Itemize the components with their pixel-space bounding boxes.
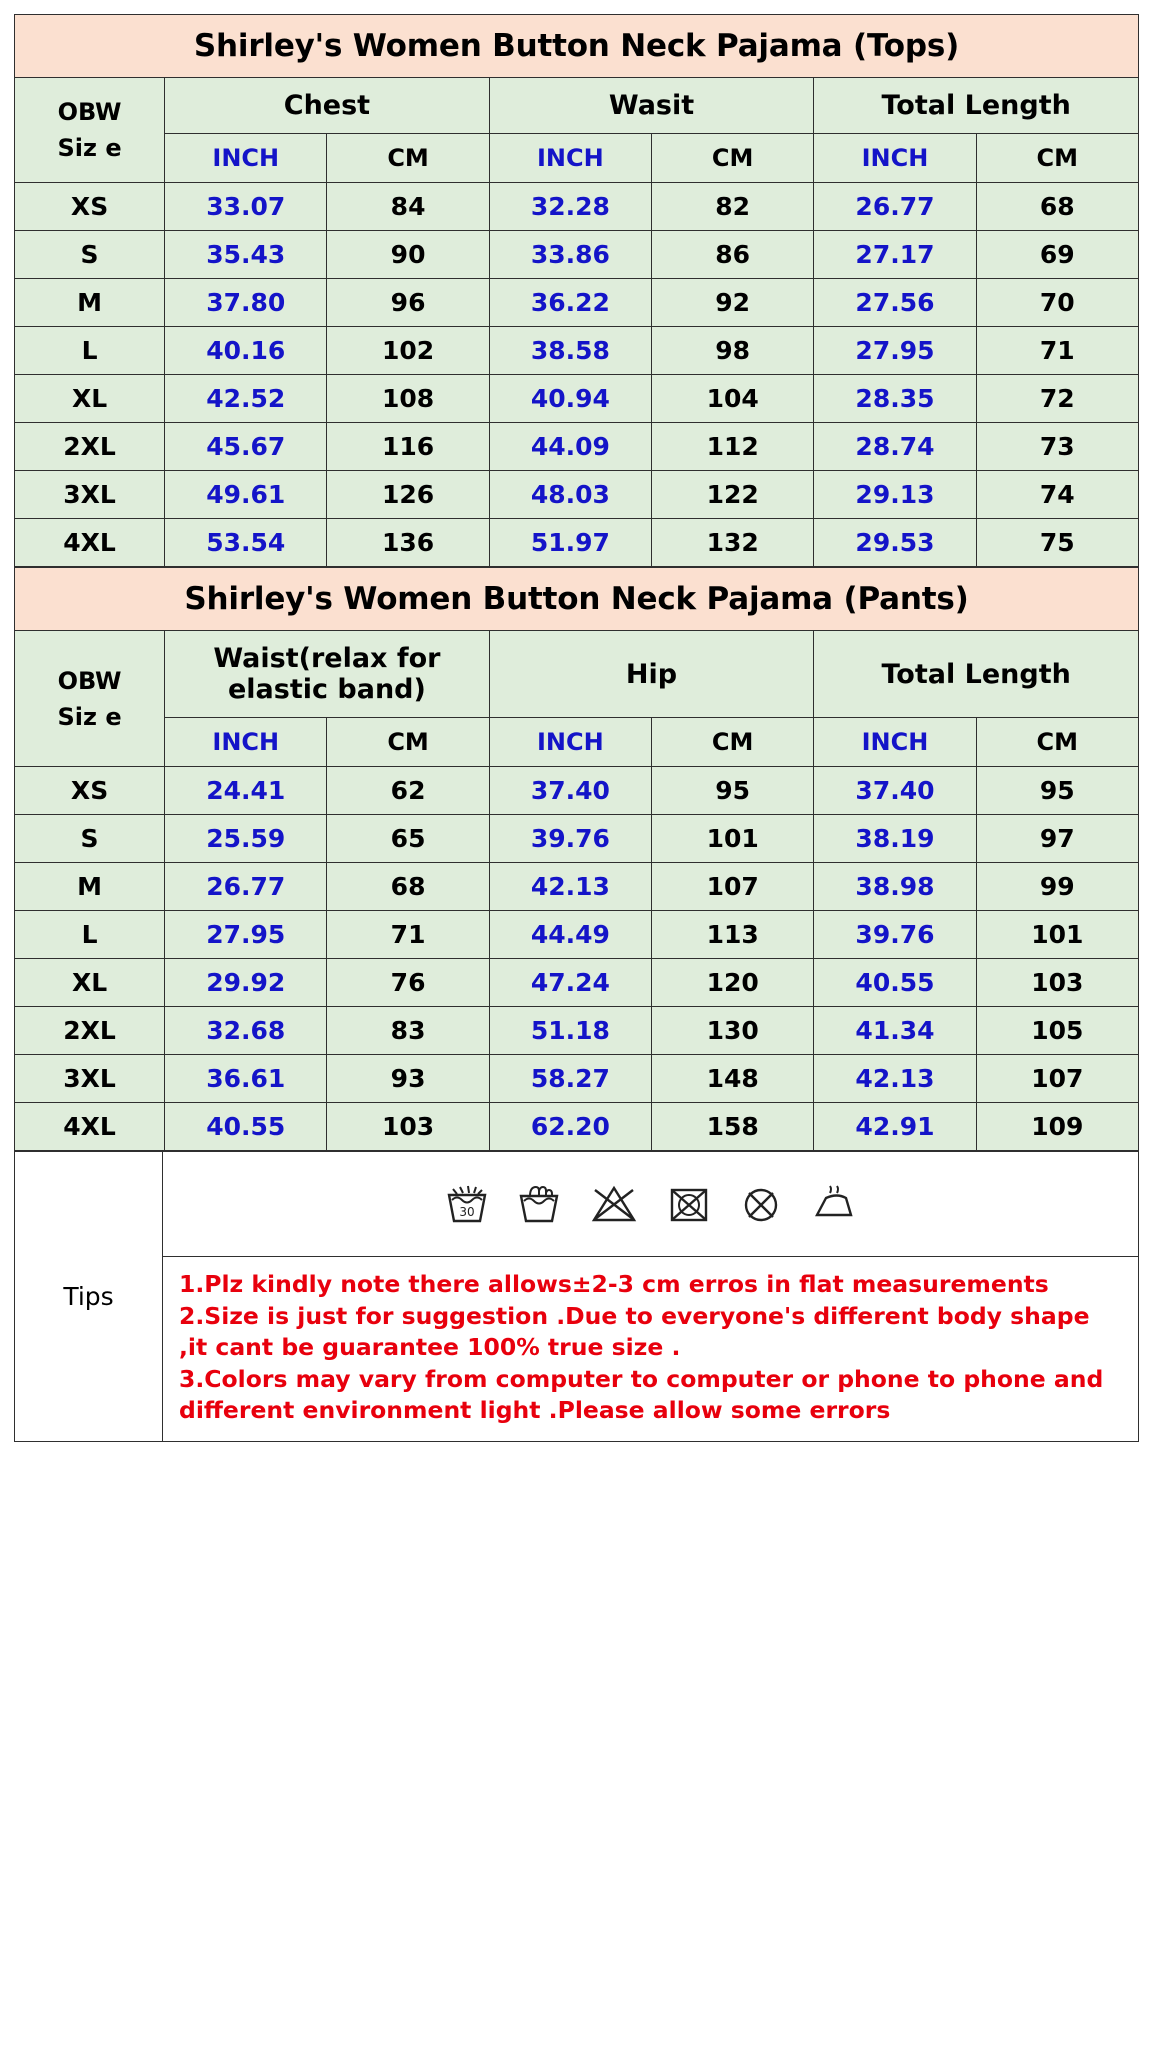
pants-size-3xl: 3XL [15,1055,165,1103]
pants-length-cm-l: 101 [976,911,1138,959]
tops-length-inch-xs: 26.77 [814,183,976,231]
tops-unit-chest-inch: INCH [165,134,327,183]
pants-hip-cm-s: 101 [652,815,814,863]
iron-low-icon [810,1182,858,1226]
tips-text-row [15,1257,1139,1441]
tops-waist-cm-xs: 82 [652,183,814,231]
tips-line-3: 3.Colors may vary from computer to computer or phone to phone and different environment light .Please allow some errors [179,1364,1104,1425]
pants-waist-inch-3xl: 36.61 [165,1055,327,1103]
table-row-title [15,568,1139,631]
tips-line-1: 1.Plz kindly note there allows±2-3 cm erros in flat measurements [179,1270,1049,1299]
pants-hip-inch-xl: 47.24 [489,959,651,1007]
pants-unit-waist-inch: INCH [165,718,327,767]
pants-size-table [14,567,1139,1151]
tops-waist-inch-l: 38.58 [489,327,651,375]
pants-length-cm-3xl: 107 [976,1055,1138,1103]
tops-waist-inch-s: 33.86 [489,231,651,279]
tops-size-xl: XL [15,375,165,423]
tops-length-inch-4xl: 29.53 [814,519,976,567]
table-row [15,863,1139,911]
tops-waist-cm-2xl: 112 [652,423,814,471]
tops-waist-cm-4xl: 132 [652,519,814,567]
pants-waist-cm-xs: 62 [327,767,489,815]
pants-hip-cm-l: 113 [652,911,814,959]
tops-chest-inch-xs: 33.07 [165,183,327,231]
pants-waist-cm-2xl: 83 [327,1007,489,1055]
svg-text:30: 30 [458,1205,475,1220]
tops-waist-cm-l: 98 [652,327,814,375]
tops-length-cm-xl: 72 [976,375,1138,423]
pants-waist-inch-s: 25.59 [165,815,327,863]
pants-length-cm-4xl: 109 [976,1103,1138,1151]
tops-unit-waist-inch: INCH [489,134,651,183]
tops-length-inch-xl: 28.35 [814,375,976,423]
tops-unit-length-inch: INCH [814,134,976,183]
pants-waist-inch-m: 26.77 [165,863,327,911]
tips-text [163,1257,1139,1441]
pants-length-inch-xl: 40.55 [814,959,976,1007]
pants-size-xl: XL [15,959,165,1007]
pants-group-waist: Waist(relax for elastic band) [165,631,490,718]
tops-chest-cm-3xl: 126 [327,471,489,519]
table-row-unit-header [15,718,1139,767]
tops-length-inch-3xl: 29.13 [814,471,976,519]
tops-length-cm-l: 71 [976,327,1138,375]
tops-waist-inch-2xl: 44.09 [489,423,651,471]
table-row [15,1055,1139,1103]
obw-label: OBW [57,98,122,127]
table-row-unit-header [15,134,1139,183]
pants-size-s: S [15,815,165,863]
table-row-group-header [15,631,1139,718]
tops-length-cm-4xl: 75 [976,519,1138,567]
pants-waist-cm-s: 65 [327,815,489,863]
pants-length-inch-4xl: 42.91 [814,1103,976,1151]
pants-length-cm-s: 97 [976,815,1138,863]
pants-size-column-header [15,631,165,767]
pants-hip-cm-4xl: 158 [652,1103,814,1151]
table-row [15,423,1139,471]
tops-waist-inch-xl: 40.94 [489,375,651,423]
tops-unit-chest-cm: CM [327,134,489,183]
pants-group-hip: Hip [489,631,814,718]
tops-group-total-length: Total Length [814,78,1139,134]
tops-size-4xl: 4XL [15,519,165,567]
table-row [15,519,1139,567]
tops-length-cm-xs: 68 [976,183,1138,231]
tops-chest-inch-m: 37.80 [165,279,327,327]
pants-length-inch-xs: 37.40 [814,767,976,815]
tops-size-xs: XS [15,183,165,231]
pants-unit-hip-cm: CM [652,718,814,767]
pants-hip-inch-xs: 37.40 [489,767,651,815]
tops-chest-cm-s: 90 [327,231,489,279]
tops-chest-inch-2xl: 45.67 [165,423,327,471]
tops-waist-inch-xs: 32.28 [489,183,651,231]
table-row [15,815,1139,863]
pants-waist-inch-xl: 29.92 [165,959,327,1007]
pants-length-cm-xl: 103 [976,959,1138,1007]
obw-label: OBW [57,666,122,695]
tops-size-3xl: 3XL [15,471,165,519]
tops-length-inch-l: 27.95 [814,327,976,375]
pants-waist-inch-xs: 24.41 [165,767,327,815]
table-row [15,327,1139,375]
tops-title: Shirley's Women Button Neck Pajama (Tops) [15,15,1139,78]
tops-waist-cm-s: 86 [652,231,814,279]
pants-unit-length-cm: CM [976,718,1138,767]
hand-wash-icon [516,1182,562,1226]
pants-size-4xl: 4XL [15,1103,165,1151]
tops-waist-cm-xl: 104 [652,375,814,423]
tops-waist-cm-m: 92 [652,279,814,327]
tops-waist-cm-3xl: 122 [652,471,814,519]
tops-chest-cm-xs: 84 [327,183,489,231]
do-not-tumble-dry-icon [666,1182,712,1226]
pants-hip-inch-l: 44.49 [489,911,651,959]
pants-length-cm-2xl: 105 [976,1007,1138,1055]
pants-hip-inch-m: 42.13 [489,863,651,911]
pants-size-2xl: 2XL [15,1007,165,1055]
tops-length-inch-m: 27.56 [814,279,976,327]
tips-line-2: 2.Size is just for suggestion .Due to everyone's different body shape ,it cant be guarantee 100% true size . [179,1301,1090,1362]
table-row [15,959,1139,1007]
tops-size-s: S [15,231,165,279]
table-row [15,183,1139,231]
pants-waist-cm-4xl: 103 [327,1103,489,1151]
pants-size-m: M [15,863,165,911]
pants-length-inch-m: 38.98 [814,863,976,911]
pants-hip-cm-m: 107 [652,863,814,911]
pants-waist-inch-l: 27.95 [165,911,327,959]
tops-size-m: M [15,279,165,327]
table-row [15,1007,1139,1055]
table-row [15,279,1139,327]
tips-label: Tips [15,1152,163,1441]
pants-waist-inch-4xl: 40.55 [165,1103,327,1151]
table-row [15,767,1139,815]
pants-title: Shirley's Women Button Neck Pajama (Pants) [15,568,1139,631]
tops-chest-inch-l: 40.16 [165,327,327,375]
tops-waist-inch-m: 36.22 [489,279,651,327]
tops-group-waist: Wasit [489,78,814,134]
pants-size-l: L [15,911,165,959]
table-row [15,911,1139,959]
pants-waist-cm-l: 71 [327,911,489,959]
pants-unit-hip-inch: INCH [489,718,651,767]
pants-length-inch-3xl: 42.13 [814,1055,976,1103]
pants-waist-inch-2xl: 32.68 [165,1007,327,1055]
pants-hip-inch-3xl: 58.27 [489,1055,651,1103]
pants-waist-cm-xl: 76 [327,959,489,1007]
table-row [15,231,1139,279]
pants-length-inch-l: 39.76 [814,911,976,959]
pants-hip-cm-xs: 95 [652,767,814,815]
pants-waist-cm-3xl: 93 [327,1055,489,1103]
tops-unit-length-cm: CM [976,134,1138,183]
pants-waist-cm-m: 68 [327,863,489,911]
tops-size-column-header [15,78,165,183]
tops-chest-inch-s: 35.43 [165,231,327,279]
do-not-bleach-icon [588,1182,640,1226]
pants-unit-length-inch: INCH [814,718,976,767]
pants-hip-inch-2xl: 51.18 [489,1007,651,1055]
pants-hip-inch-4xl: 62.20 [489,1103,651,1151]
tops-length-cm-2xl: 73 [976,423,1138,471]
tops-chest-cm-l: 102 [327,327,489,375]
tops-waist-inch-3xl: 48.03 [489,471,651,519]
tops-chest-cm-xl: 108 [327,375,489,423]
tips-table [14,1151,1139,1441]
pants-unit-waist-cm: CM [327,718,489,767]
do-not-dry-clean-icon [738,1182,784,1226]
tips-row [15,1152,1139,1257]
tops-chest-inch-xl: 42.52 [165,375,327,423]
size-label: Siz e [57,134,122,163]
pants-hip-cm-3xl: 148 [652,1055,814,1103]
pants-group-total-length: Total Length [814,631,1139,718]
table-row [15,1103,1139,1151]
tops-chest-cm-4xl: 136 [327,519,489,567]
tops-chest-cm-m: 96 [327,279,489,327]
table-row [15,375,1139,423]
tops-length-inch-s: 27.17 [814,231,976,279]
tops-chest-cm-2xl: 116 [327,423,489,471]
tops-size-table [14,14,1139,567]
pants-length-inch-s: 38.19 [814,815,976,863]
pants-hip-inch-s: 39.76 [489,815,651,863]
care-symbols-row [163,1152,1139,1257]
pants-length-inch-2xl: 41.34 [814,1007,976,1055]
tops-waist-inch-4xl: 51.97 [489,519,651,567]
size-label: Siz e [57,702,122,731]
tops-unit-waist-cm: CM [652,134,814,183]
table-row [15,471,1139,519]
tops-size-l: L [15,327,165,375]
pants-hip-cm-2xl: 130 [652,1007,814,1055]
tops-chest-inch-4xl: 53.54 [165,519,327,567]
tops-length-inch-2xl: 28.74 [814,423,976,471]
table-row-group-header [15,78,1139,134]
tops-chest-inch-3xl: 49.61 [165,471,327,519]
machine-wash-30-icon [444,1182,490,1226]
pants-size-xs: XS [15,767,165,815]
tops-length-cm-m: 70 [976,279,1138,327]
tops-size-2xl: 2XL [15,423,165,471]
tops-length-cm-3xl: 74 [976,471,1138,519]
pants-length-cm-xs: 95 [976,767,1138,815]
tops-group-chest: Chest [165,78,490,134]
pants-hip-cm-xl: 120 [652,959,814,1007]
pants-length-cm-m: 99 [976,863,1138,911]
tops-length-cm-s: 69 [976,231,1138,279]
table-row-title [15,15,1139,78]
